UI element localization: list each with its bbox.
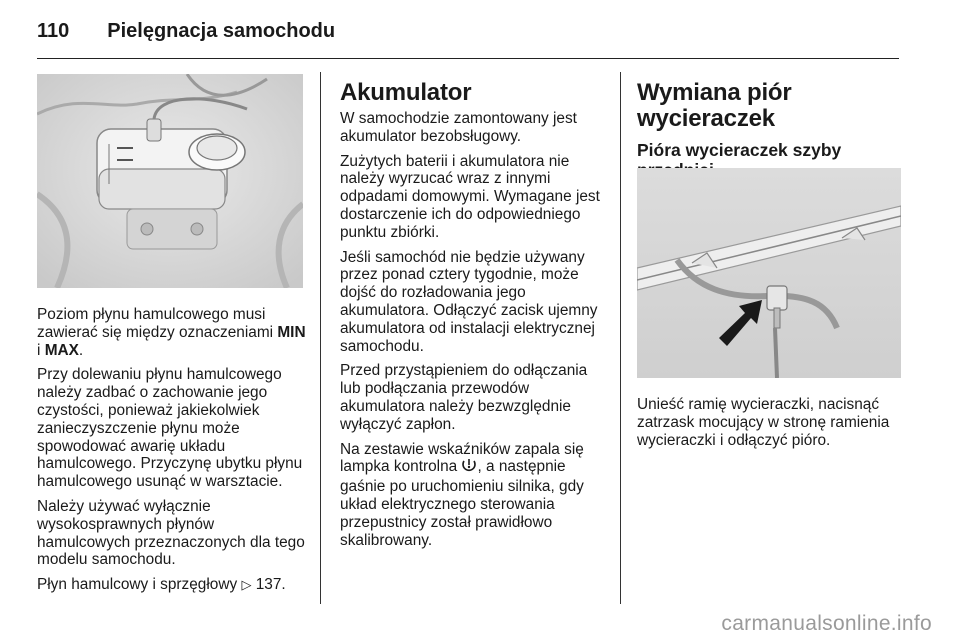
- column-divider-1: [320, 72, 321, 604]
- left-column: [37, 306, 307, 601]
- min-label: MIN: [277, 323, 306, 341]
- battery-paragraph-5: [340, 441, 602, 550]
- page-header: [37, 20, 335, 43]
- wiper-instruction-paragraph: Unieść ramię wycieraczki, nacisnąć zatrzask mocujący w stronę ramienia wycieraczki i odłączyć pióro.: [637, 396, 890, 449]
- page-reference-link[interactable]: 137.: [251, 576, 286, 594]
- wiper-arm-image: [637, 168, 901, 378]
- column-divider-2: [620, 72, 621, 604]
- page-title: Pielęgnacja samochodu: [107, 20, 336, 42]
- battery-paragraph-2: Zużytych baterii i akumulatora nie należy wyrzucać wraz z innymi odpadami domowymi. Wymagane jest dostarczenie ich do odpowiedniego punktu zbiórki.: [340, 152, 600, 241]
- battery-paragraph-1: W samochodzie zamontowany jest akumulator bezobsługowy.: [340, 110, 577, 145]
- throttle-control-warning-icon: [461, 458, 477, 478]
- right-column: [637, 80, 907, 180]
- battery-paragraph-4: Przed przystąpieniem do odłączania lub podłączania przewodów akumulatora należy bezwzględnie wyłączyć zapłon.: [340, 362, 588, 433]
- refill-paragraph: Przy dolewaniu płynu hamulcowego należy zadbać o zachowanie jego czystości, ponieważ jakiekolwiek zanieczyszczenie płynu może spowodować awarię układu hamulcowego. Przyczynę ubytku płynu hamulcowego usunąć w warsztacie.: [37, 366, 303, 491]
- header-rule: [37, 58, 899, 59]
- battery-heading: Akumulator: [340, 79, 472, 106]
- wiper-heading: Wymiana piór wycieraczek: [637, 79, 792, 132]
- text-span: Płyn hamulcowy i sprzęgłowy: [37, 576, 242, 594]
- page-pointer-icon: ▷: [241, 577, 252, 593]
- text-span: Poziom płynu hamulcowego musi zawierać się między oznaczeniami: [37, 306, 278, 341]
- page-number: 110: [37, 20, 70, 42]
- text-span: i: [37, 341, 45, 359]
- battery-paragraph-3: Jeśli samochód nie będzie używany przez ponad cztery tygodnie, może dojść do rozładowania jego akumulatora. Odłączyć zacisk ujemny akumulatora od instalacji elektrycznej samochodu.: [340, 248, 598, 355]
- watermark: carmanualsonline.info: [721, 612, 932, 635]
- wiper-subheading: Pióra wycieraczek szyby: [637, 140, 842, 160]
- max-label: MAX: [44, 341, 79, 359]
- text-span: , a następnie gaśnie po uruchomieniu silnika, gdy układ elektrycznego sterowania przepustnicy został prawidłowo skalibrowany.: [340, 458, 584, 549]
- text-span: Na zestawie wskaźników zapala się lampka kontrolna: [340, 440, 584, 476]
- middle-column: [340, 80, 602, 556]
- cross-reference-paragraph: [37, 576, 307, 594]
- brake-fluid-reservoir-image: [37, 74, 303, 288]
- text-span: .: [78, 341, 84, 359]
- fluid-type-paragraph: Należy używać wyłącznie wysokosprawnych płynów hamulcowych przeznaczonych dla tego modelu samochodu.: [37, 497, 305, 569]
- right-column-text: [637, 396, 907, 456]
- brake-fluid-level-paragraph: [37, 306, 307, 359]
